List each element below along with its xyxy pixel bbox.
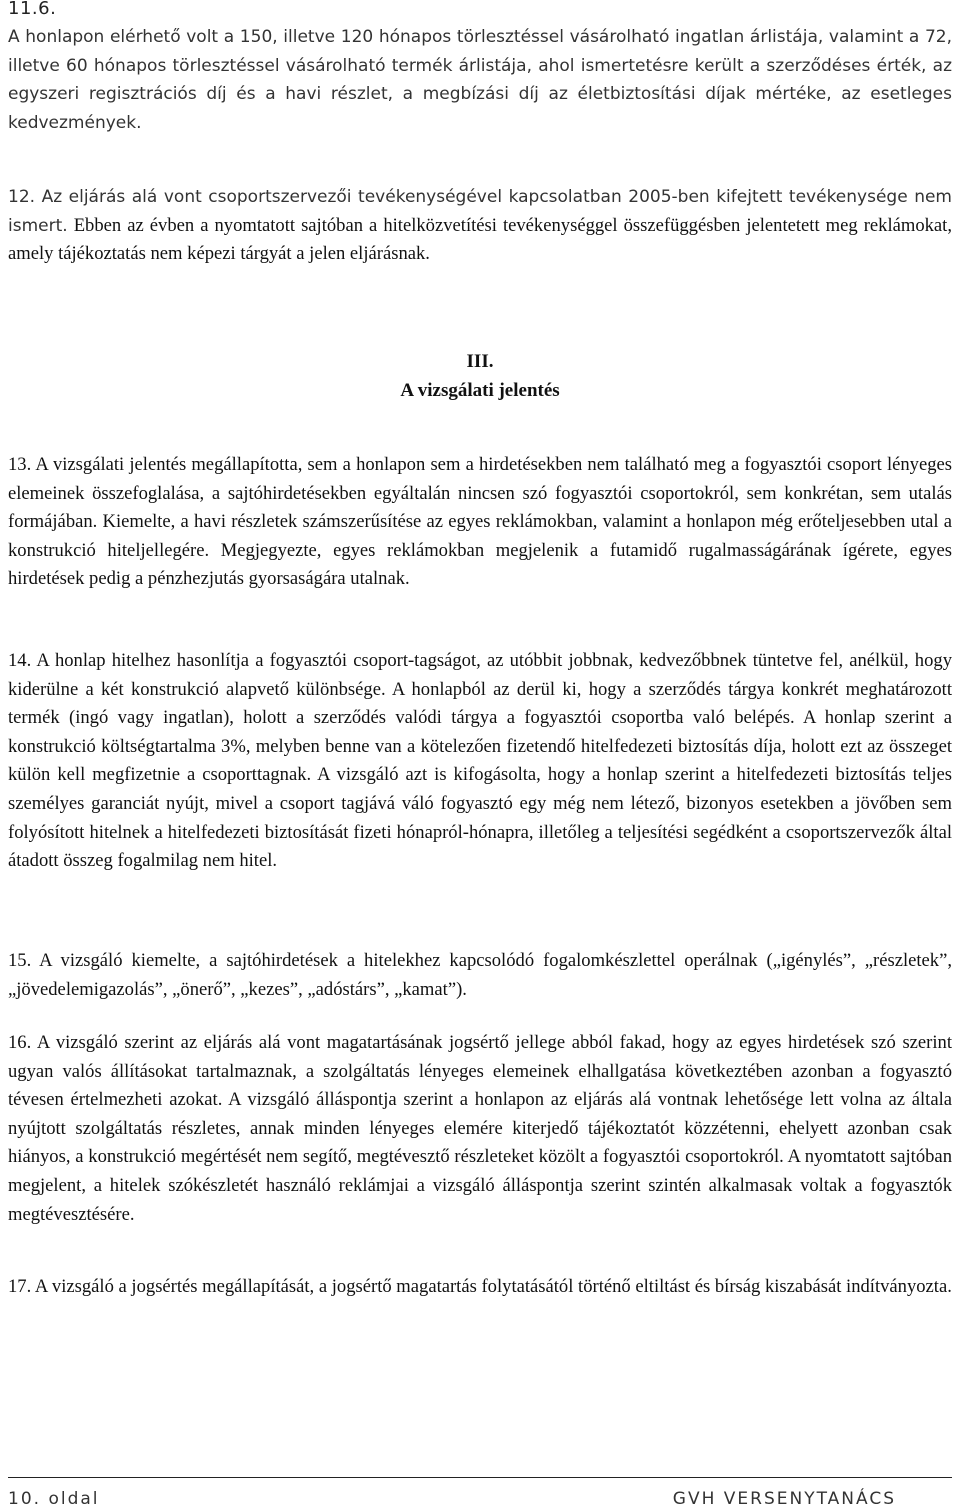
paragraph-intro: A honlapon elérhető volt a 150, illetve 120 hónapos törlesztéssel vásárolható ingatlan árlistája, valamint a 72, illetve 60 hónapos törlesztéssel vásárolható termék árlistája, ahol ismertetésre került a szerződéses érték, az egyszeri regisztrációs díj és a havi részlet, a megbízási díj az életbiztosítási díjak mértéke, az esetleges kedvezmények. [8, 27, 952, 133]
paragraph-13: 13. A vizsgálati jelentés megállapította, sem a honlapon sem a hirdetésekben nem található meg a fogyasztói csoport lényeges elemeinek összefoglalása, a sajtóhirdetésekben egyáltalán nincsen szó fogyasztói csoportokról, sem konkrétan, sem utalás formájában. Kiemelte, a havi részletek számszerűsítése az egyes reklámokban, valamint a honlapon még erőteljesebben utal a konstrukció hiteljellegére. Megjegyezte, egyes reklámokban megjelenik a futamidő rugalmasságárának ígérete, egyes hirdetések pedig a pénzhezjutás gyorsaságára utalnak. [8, 454, 952, 590]
paragraph-12-second: Ebben az évben a nyomtatott sajtóban a hitelközvetítési tevékenységgel összefüggésben jelentetett meg reklámokat, amely tájékoztatás nem képezi tárgyát a jelen eljárásnak. [8, 214, 952, 265]
paragraph-15: 15. A vizsgáló kiemelte, a sajtóhirdetések a hitelekhez kapcsolódó fogalomkészlettel operálnak („igénylés”, „részletek”, „jövedelemigazolás”, „önerő”, „kezes”, „adóstárs”, „kamat”). [8, 950, 952, 1000]
section-roman-numeral: III. [466, 351, 494, 372]
footer-page-label: 10. oldal [8, 1489, 100, 1509]
paragraph-14: 14. A honlap hitelhez hasonlítja a fogyasztói csoport-tagságot, az utóbbit jobbnak, kedvezőbbnek tüntetve fel, anélkül, hogy kiderülne a két konstrukció alapvető különbsége. A honlapból az derül ki, hogy a szerződés tárgya konkrét meghatározott termék (ingó vagy ingatlan), holott a szerződés valódi tárgya a fogyasztói csoportba való belépés. A honlap szerint a konstrukció költségtartalma 3%, melyben benne van a kötelezően fizetendő hitelfedezeti biztosítás díja, holott ezt az összeget külön kell megfizetnie a csoporttagnak. A vizsgáló azt is kifogásolta, hogy a honlap szerint a hitelfedezeti biztosítás teljes személyes garanciát nyújt, mivel a csoport tagjává váló fogyasztó egy még nem létező, bizonyos esetekben a jövőben sem folyósított hitelnek a hitelfedezeti biztosítását fizeti hónapról-hónapra, illetőleg a teljesítési segédként a csoportszervezők által átadott összeg fogalmilag nem hitel. [8, 650, 952, 872]
paragraph-17: 17. A vizsgáló a jogsértés megállapítását, a jogsértő magatartás folytatásától történő eltiltást és bírság kiszabását indítványozta. [8, 1276, 952, 1297]
footer-divider [8, 1477, 952, 1478]
paragraph-16: 16. A vizsgáló szerint az eljárás alá vont magatartásának jogsértő jellege abból fakad, hogy az egyes hirdetések szó szerint ugyan valós állításokat tartalmaznak, a szolgáltatás lényeges elemeinek elhallgatása következtében azonban a fogyasztó tévesen értelmezheti azokat. A vizsgáló álláspontja szerint a honlapon az eljárás alá vontnak lehetősége lett volna az általa nyújtott szolgáltatás részletes, annak minden lényeges elemére kiterjedő tájékoztatót közzétenni, ehelyett azonban csak hiányos, a konstrukció megértését nem segítő, megtévesztő részleteket közölt a fogyasztói csoportokról. A nyomtatott sajtóban megjelent, a hitelek szókészletét használó reklámjai a vizsgáló álláspontja szerint szintén alkalmasak voltak a fogyasztók megtévesztésére. [8, 1032, 952, 1225]
section-number: 11.6. [8, 0, 57, 19]
paragraph-12 [8, 183, 952, 269]
paragraph-12-first: 12. Az eljárás alá vont csoportszervezői tevékenységével kapcsolatban 2005-ben kifejtett tevékenysége nem ismert. [8, 187, 952, 236]
section-title: A vizsgálati jelentés [400, 380, 560, 401]
footer-org-label: GVH VERSENYTANÁCS [672, 1489, 896, 1509]
